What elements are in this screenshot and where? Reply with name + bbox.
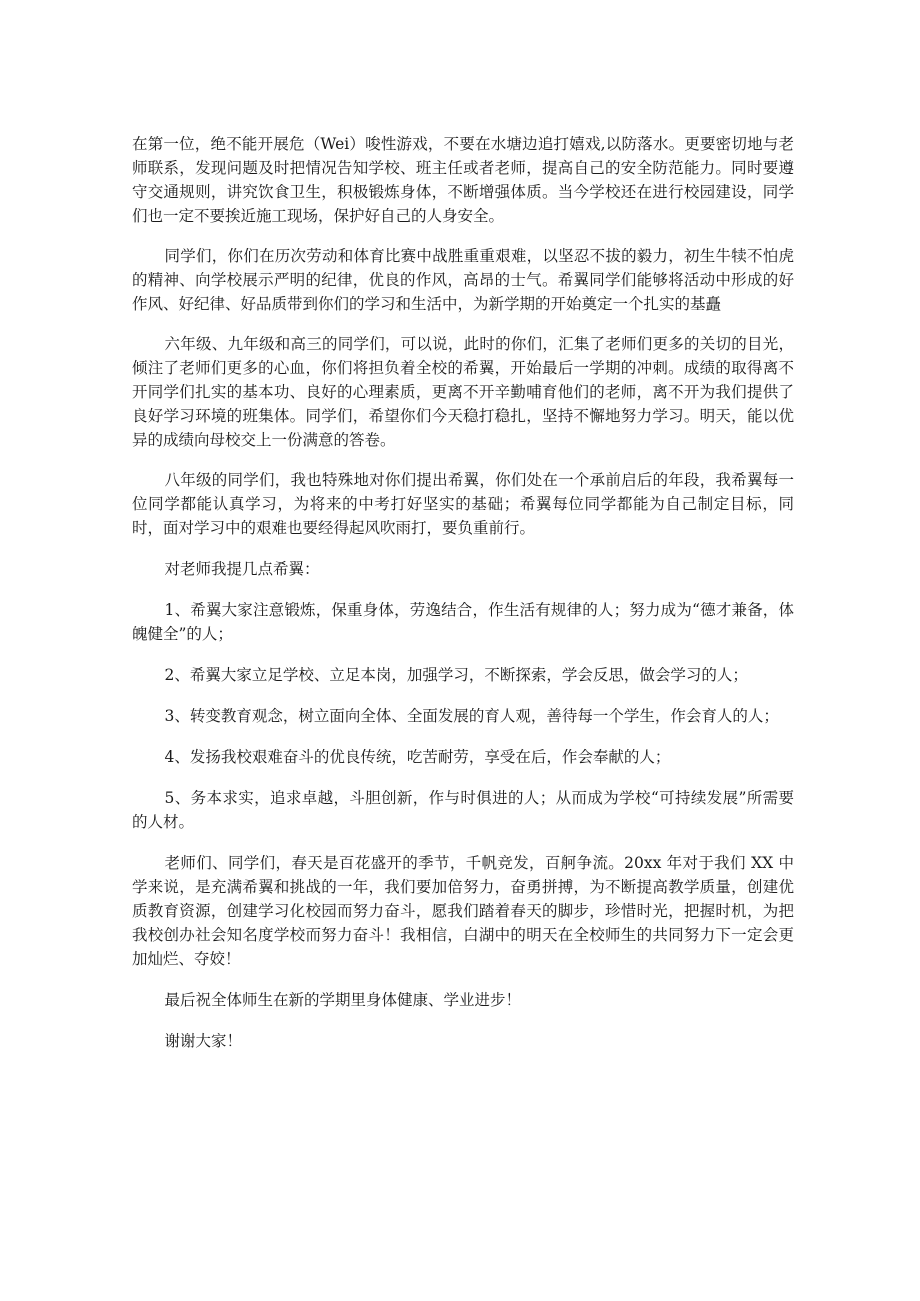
paragraph-safety: 在第一位，绝不能开展危（Wei）唆性游戏，不要在水塘边追打嬉戏,以防落水。更要密切地与老师联系，发现问题及时把情况告知学校、班主任或者老师，提高自己的安全防范能力。同时要遵守交通规则，讲究饮食卫生，积极锻炼身体，不断增强体质。当今学校还在进行校园建设，同学们也一定不要挨近施工现场，保护好自己的人身安全。 [132, 135, 794, 225]
list-item-teacher-3: 3、转变教育观念，树立面向全体、全面发展的育人观，善待每一个学生，作会育人的人； [164, 707, 779, 725]
list-item-teacher-1: 1、希翼大家注意锻炼，保重身体，劳逸结合，作生活有规律的人；努力成为“德才兼备，体魄健全”的人； [132, 601, 794, 643]
paragraph-teacher-intro: 对老师我提几点希翼： [164, 560, 320, 578]
paragraph-students-spirit: 同学们，你们在历次劳动和体育比赛中战胜重重艰难，以坚忍不拔的毅力，初生牛犊不怕虎的精神、向学校展示严明的纪律，优良的作风，高昂的士气。希翼同学们能够将活动中形成的好作风、好纪律、好品质带到你们的学习和生活中，为新学期的开始奠定一个扎实的基矗 [132, 247, 794, 313]
paragraph-thanks: 谢谢大家！ [164, 1032, 243, 1050]
list-item-teacher-4: 4、发扬我校艰难奋斗的优良传统，吃苦耐劳，享受在后，作会奉献的人； [164, 748, 671, 766]
paragraph-graduating-classes: 六年级、九年级和高三的同学们，可以说，此时的你们，汇集了老师们更多的关切的目光，倾注了老师们更多的心血，你们将担负着全校的希翼，开始最后一学期的冲刺。成绩的取得离不开同学们扎实的基本功、良好的心理素质，更离不开辛勤哺育他们的老师，离不开为我们提供了良好学习环境的班集体。同学们，希望你们今天稳打稳扎，坚持不懈地努力学习。明天，能以优异的成绩向母校交上一份满意的答卷。 [132, 335, 794, 449]
document-page [132, 132, 794, 1053]
list-item-teacher-5: 5、务本求实，追求卓越，斗胆创新，作与时俱进的人；从而成为学校“可持续发展”所需要的人材。 [132, 789, 794, 831]
paragraph-spring-outlook: 老师们、同学们，春天是百花盛开的季节，千帆竞发，百舸争流。20xx 年对于我们 XX 中学来说，是充满希翼和挑战的一年，我们要加倍努力，奋勇拼搏，为不断提高教学质量，创建优质教育资源，创建学习化校园而努力奋斗，愿我们踏着春天的脚步，珍惜时光，把握时机，为把我校创办社会知名度学校而努力奋斗！我相信，白湖中的明天在全校师生的共同努力下一定会更加灿烂、夺姣！ [132, 854, 794, 968]
paragraph-grade-eight: 八年级的同学们，我也特殊地对你们提出希翼，你们处在一个承前启后的年段，我希翼每一位同学都能认真学习，为将来的中考打好坚实的基础；希翼每位同学都能为自己制定目标，同时，面对学习中的艰难也要经得起风吹雨打，要负重前行。 [132, 471, 794, 537]
paragraph-closing-wishes: 最后祝全体师生在新的学期里身体健康、学业进步！ [164, 991, 522, 1009]
list-item-teacher-2: 2、希翼大家立足学校、立足本岗，加强学习，不断探索，学会反思，做会学习的人； [164, 666, 748, 684]
